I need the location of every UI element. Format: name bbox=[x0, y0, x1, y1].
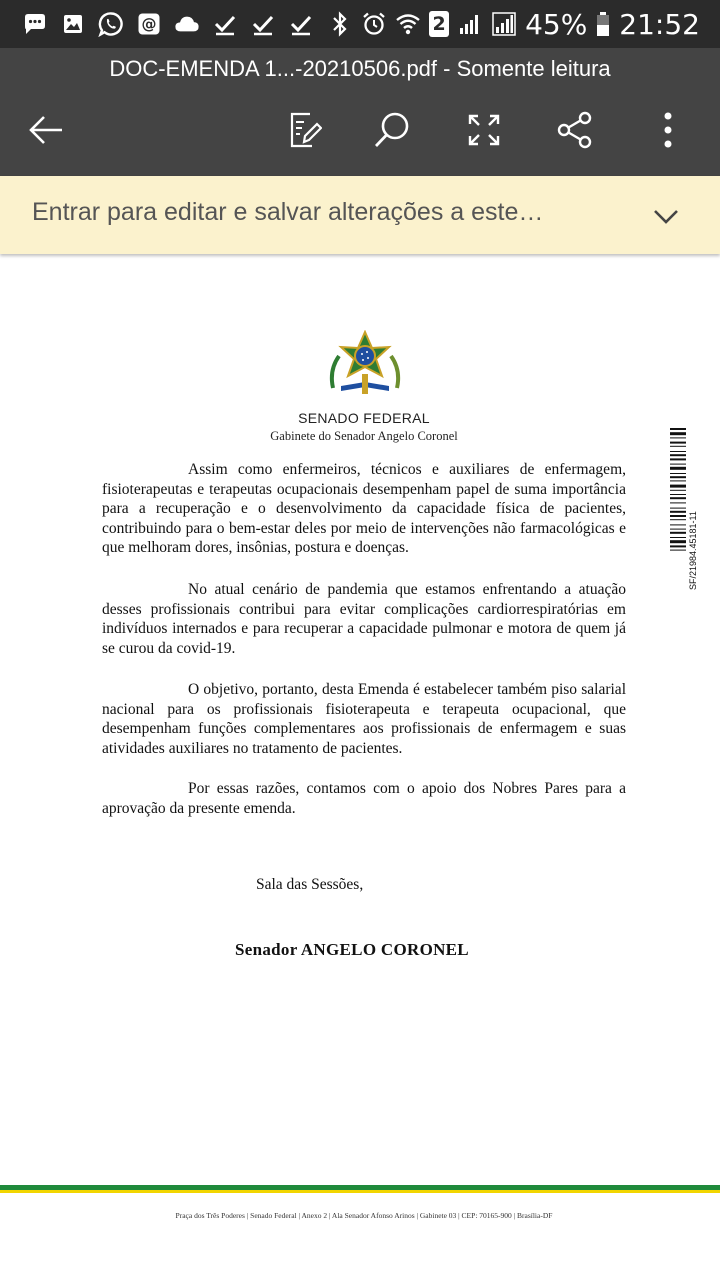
search-icon bbox=[372, 110, 412, 150]
barcode-bar bbox=[670, 480, 686, 481]
back-button[interactable] bbox=[22, 106, 70, 154]
app-bar bbox=[0, 48, 720, 176]
check-icon bbox=[212, 11, 238, 37]
document-paragraph: O objetivo, portanto, desta Emenda é estabelecer também piso salarial nacional para os profissionais fisioterapeuta e terapeuta ocupacional, que desempenham funções complementares aos profissionais de enfermagem e suas atividades auxiliares no tratamento de pacientes. bbox=[102, 681, 626, 757]
document-footer: Praça dos Três Poderes | Senado Federal | Anexo 2 | Ala Senador Afonso Arinos | Gabinete 03 | CEP: 70165-900 | Brasília-DF bbox=[175, 1211, 553, 1220]
back-arrow-icon bbox=[26, 110, 66, 150]
alarm-icon bbox=[361, 11, 387, 37]
check-icon bbox=[288, 11, 314, 37]
document-paragraph: Por essas razões, contamos com o apoio dos Nobres Pares para a aprovação da presente emenda. bbox=[102, 780, 626, 817]
image-icon bbox=[60, 11, 86, 37]
share-icon bbox=[556, 111, 594, 149]
barcode-bar bbox=[670, 473, 686, 474]
barcode-bar bbox=[670, 432, 686, 435]
edit-banner[interactable] bbox=[0, 176, 720, 254]
more-options-button[interactable] bbox=[644, 106, 692, 154]
signal-icon bbox=[491, 11, 517, 37]
bluetooth-icon bbox=[327, 11, 353, 37]
cabinet-name: Gabinete do Senador Angelo Coronel bbox=[270, 429, 458, 443]
coat-of-arms-logo bbox=[327, 330, 403, 400]
footer-stripe-yellow bbox=[0, 1190, 720, 1193]
barcode-bar bbox=[670, 524, 686, 525]
barcode-bar bbox=[670, 454, 686, 456]
document-paragraph: Assim como enfermeiros, técnicos e auxiliares de enfermagem, fisioterapeutas e terapeutas ocupacionais desempenham papel de suma importância para a recuperação e o desenvolvimento da capacidade física de pacientes, contribuindo para o bem-estar deles por meio de intervenções não farmacológicas e que melhoram dores, insônias, postura e doenças. bbox=[102, 461, 626, 556]
status-bar bbox=[0, 0, 720, 48]
edit-document-icon bbox=[282, 110, 322, 150]
barcode-bar bbox=[670, 508, 686, 509]
check-icon bbox=[250, 11, 276, 37]
barcode-bar bbox=[670, 464, 686, 465]
barcode-bar bbox=[670, 515, 686, 517]
barcode-bar bbox=[670, 532, 686, 534]
barcode-bar bbox=[670, 540, 686, 543]
barcode-bar bbox=[670, 494, 686, 495]
cloud-icon bbox=[174, 11, 200, 37]
barcode-bar bbox=[670, 490, 686, 491]
barcode-bar bbox=[670, 428, 686, 430]
more-vert-icon bbox=[661, 111, 675, 149]
barcode-bar bbox=[670, 437, 686, 438]
clock: 21:52 bbox=[619, 7, 700, 41]
barcode-bar bbox=[670, 458, 686, 460]
signal-icon bbox=[457, 11, 483, 37]
wifi-icon bbox=[395, 11, 421, 37]
search-button[interactable] bbox=[368, 106, 416, 154]
barcode-bar bbox=[670, 446, 686, 447]
battery-icon bbox=[595, 11, 611, 37]
svg-text:@: @ bbox=[141, 15, 157, 33]
institution-name: SENADO FEDERAL bbox=[298, 410, 430, 426]
barcode-bar bbox=[670, 502, 686, 503]
barcode-bar bbox=[670, 511, 686, 513]
battery-percentage: 45% bbox=[525, 7, 588, 41]
barcode-bar bbox=[670, 467, 686, 470]
chat-bubble-icon bbox=[22, 11, 48, 37]
barcode-code: SF/21984.45181-11 bbox=[688, 511, 698, 590]
fullscreen-icon bbox=[466, 112, 502, 148]
email-at-icon bbox=[136, 11, 162, 37]
barcode-bar bbox=[670, 485, 686, 488]
barcode-bar bbox=[670, 519, 686, 520]
barcode-bar bbox=[670, 537, 686, 538]
barcode-bar bbox=[670, 442, 686, 444]
barcode-bar bbox=[670, 451, 686, 452]
barcode-bar bbox=[670, 545, 686, 547]
share-button[interactable] bbox=[551, 106, 599, 154]
barcode bbox=[670, 428, 686, 592]
barcode-bar bbox=[670, 476, 686, 478]
barcode-bar bbox=[670, 550, 686, 551]
expand-banner-button[interactable] bbox=[650, 200, 682, 232]
barcode-bar bbox=[670, 497, 686, 499]
signature: Senador ANGELO CORONEL bbox=[235, 940, 469, 959]
document-title: DOC-EMENDA 1...-20210506.pdf - Somente leitura bbox=[109, 56, 611, 81]
sim-badge: 2 bbox=[429, 11, 449, 37]
edit-button[interactable] bbox=[278, 106, 326, 154]
closing-text: Sala das Sessões, bbox=[256, 876, 364, 893]
edit-banner-text[interactable]: Entrar para editar e salvar alterações a este… bbox=[32, 198, 544, 226]
whatsapp-icon bbox=[98, 11, 124, 37]
barcode-bar bbox=[670, 529, 686, 530]
chevron-down-icon bbox=[650, 200, 682, 232]
fullscreen-button[interactable] bbox=[460, 106, 508, 154]
document-paragraph: No atual cenário de pandemia que estamos enfrentando a atuação desses profissionais contribui para evitar complicações cardiorrespiratórias em indivíduos internados e para recuperar a capacidade pulmonar e motora de quem já se curou da covid-19. bbox=[102, 581, 626, 657]
